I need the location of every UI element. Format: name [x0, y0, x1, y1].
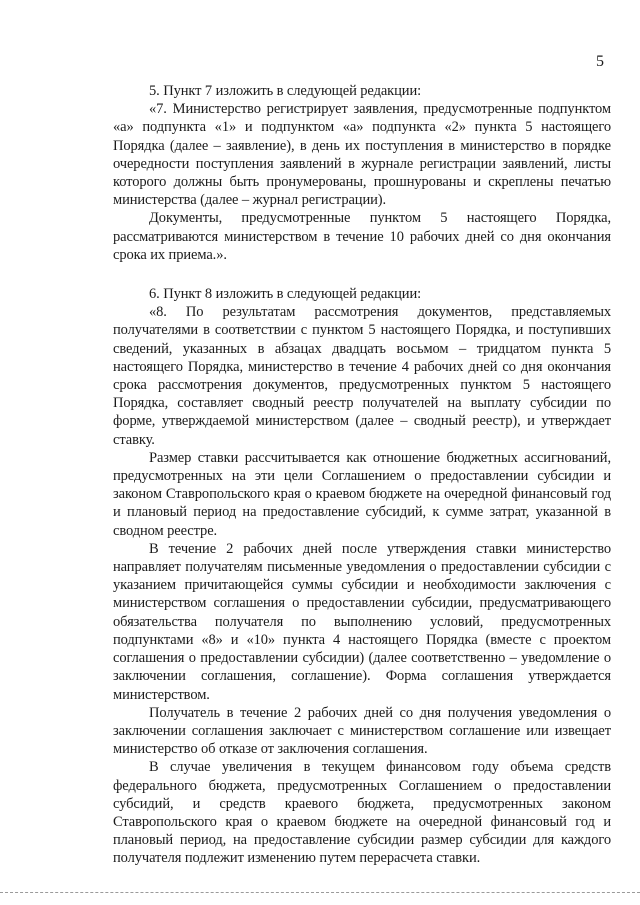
- paragraph: Размер ставки рассчитывается как отношение бюджетных ассигнований, предусмотренных на эти цели Соглашением о предоставлении субсидии и законом Ставропольского края о краевом бюджете на очередной финансовый год и плановый период на предоставление субсидий, к сумме затрат, указанной в сводном реестре.: [113, 449, 611, 539]
- paragraph: Документы, предусмотренные пунктом 5 настоящего Порядка, рассматриваются министерством в течение 10 рабочих дней со дня окончания срока их приема.».: [113, 210, 611, 263]
- paragraph: В случае увеличения в текущем финансовом году объема средств федерального бюджета, предусмотренных Соглашением о предоставлении субсидий, и средств краевого бюджета, предусмотренных законом Ставропольского края о краевом бюджете на очередной финансовый год и плановый период, на предоставление субсидии размер субсидии для каждого получателя подлежит изменению путем перерасчета ставки.: [113, 759, 611, 867]
- paragraph: В течение 2 рабочих дней после утверждения ставки министерство направляет получателям письменные уведомления о предоставлении субсидии с указанием причитающейся суммы субсидии и необходимости заключения с министерством соглашения о предоставлении субсидии, предусматривающего обязательства получателя по выполнению условий, предусмотренных подпунктами «8» и «10» пункта 4 настоящего Порядка (вместе с проектом соглашения о предоставлении субсидии) (далее соответственно – уведомление о заключении соглашения, соглашение). Форма соглашения утверждается министерством.: [113, 540, 611, 703]
- paragraph: Получатель в течение 2 рабочих дней со дня получения уведомления о заключении соглашения заключает с министерством соглашение или извещает министерство об отказе от заключения соглашения.: [113, 704, 611, 758]
- paragraph: 6. Пункт 8 изложить в следующей редакции:: [149, 286, 422, 303]
- paragraph: 5. Пункт 7 изложить в следующей редакции:: [149, 83, 422, 99]
- paragraph: «7. Министерство регистрирует заявления, предусмотренные подпунктом «а» подпункта «1» и подпунктом «а» подпункта «2» пункта 5 настоящего Порядка (далее – заявление), в день их поступления в министерство в порядке очередности поступления заявлений в журнале регистрации заявлений, листы которого должны быть пронумерованы, прошнурованы и скреплены печатью министерства (далее – журнал регистрации).: [113, 101, 611, 209]
- section-item-5: [113, 82, 611, 264]
- document-body: [113, 82, 611, 868]
- section-item-6: [113, 285, 611, 868]
- section-gap: [113, 264, 611, 285]
- paragraph: «8. По результатам рассмотрения документов, представляемых получателями в соответствии с пунктом 5 настоящего Порядка, и поступивших сведений, указанных в абзацах двадцать восьмом – тридцатом пункта 5 настоящего Порядка, министерство в течение 4 рабочих дней со дня окончания срока рассмотрения документов, предусмотренных пунктом 5 настоящего Порядка, составляет сводный реестр получателей на выплату субсидии по форме, утверждаемой министерством (далее – сводный реестр), и утверждает ставку.: [113, 304, 611, 448]
- page-number: 5: [596, 53, 604, 70]
- scan-edge-line: [0, 892, 640, 893]
